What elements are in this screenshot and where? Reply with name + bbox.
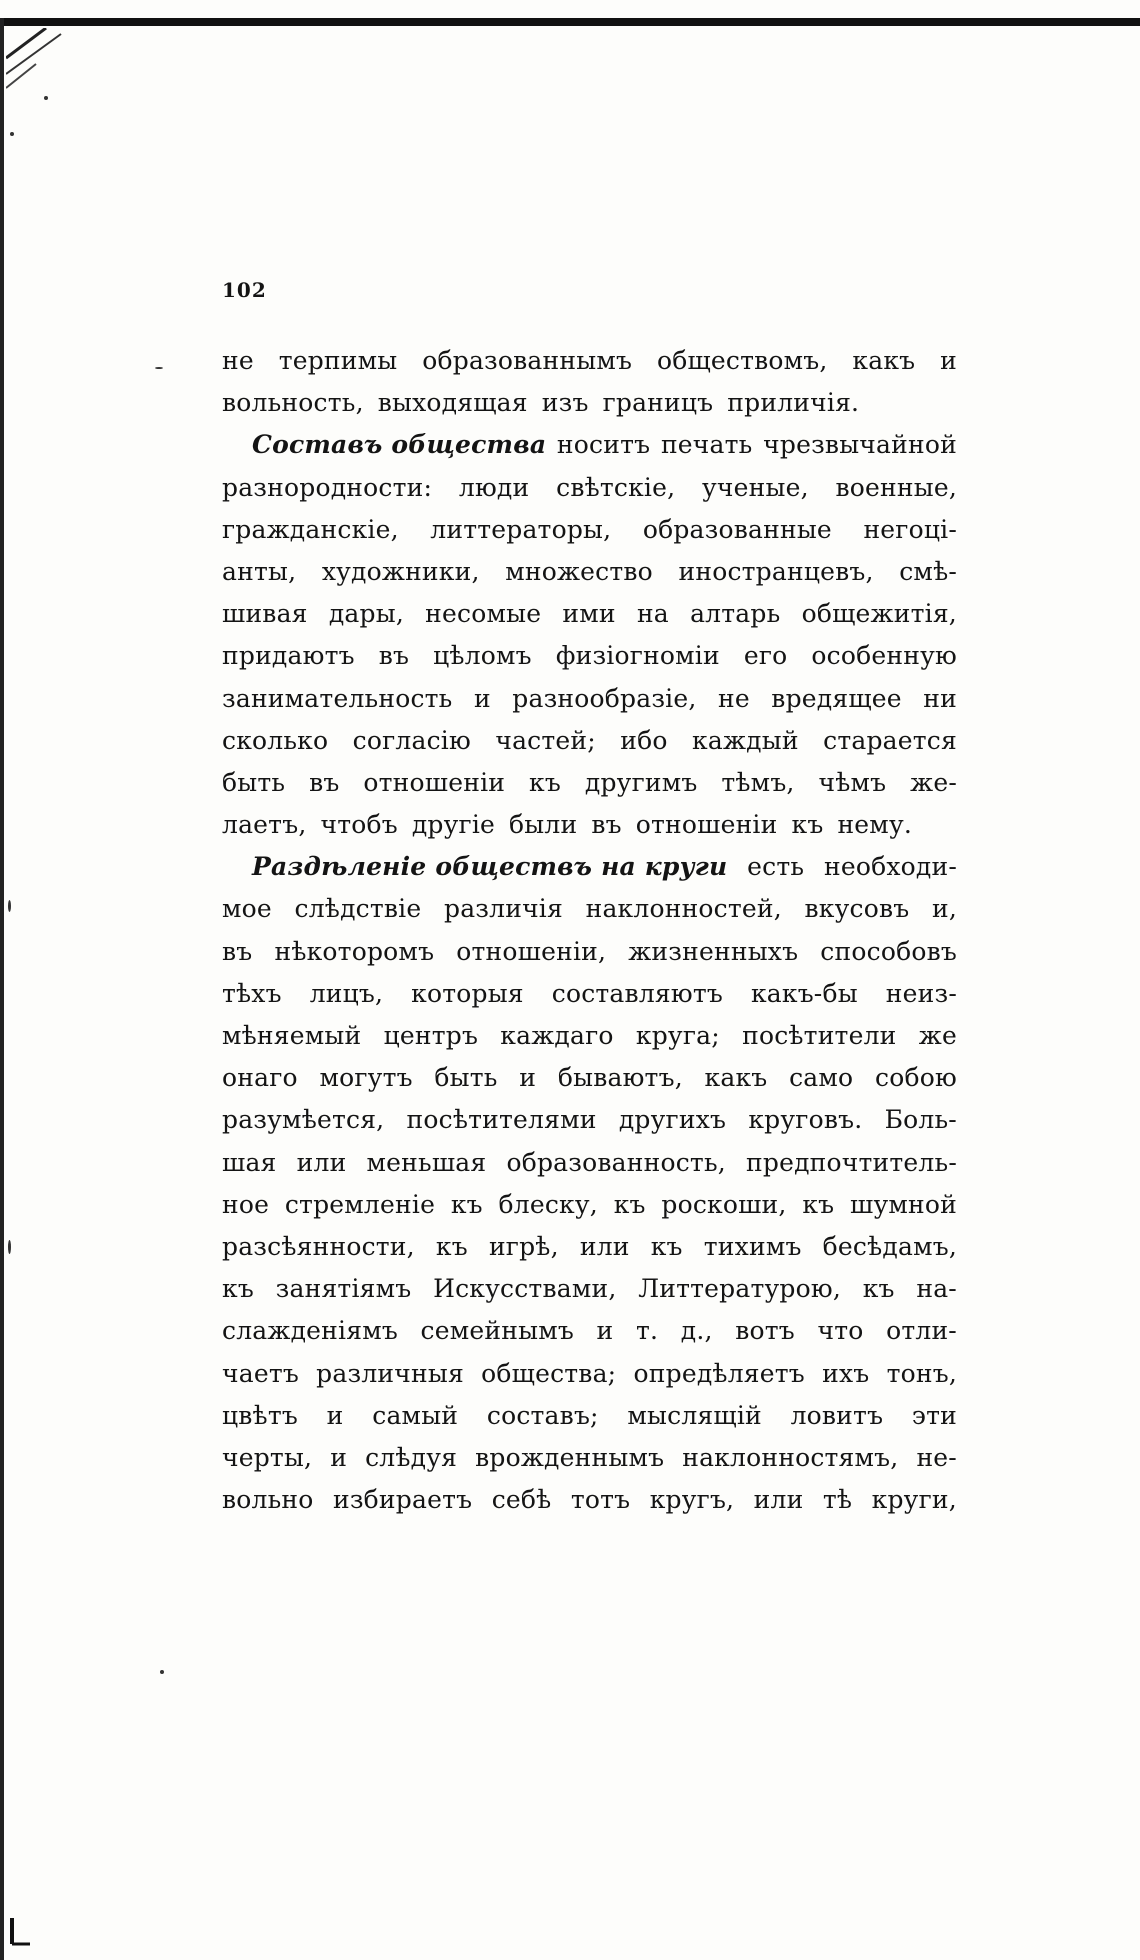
word: физіогноміи [555, 641, 720, 671]
word: художники, [321, 556, 480, 586]
word: способовъ [820, 936, 957, 966]
word: на- [916, 1274, 957, 1304]
word: ихъ [822, 1358, 870, 1388]
word: мѣняемый [222, 1021, 362, 1050]
word: или [296, 1147, 347, 1177]
word: его [743, 641, 788, 671]
text-line [222, 888, 957, 930]
word: множество [505, 556, 653, 586]
word: тонъ, [886, 1358, 957, 1388]
word: бываютъ, [557, 1063, 683, 1093]
word: особенную [811, 641, 957, 671]
word: различныя [316, 1358, 464, 1388]
word: не- [916, 1442, 957, 1472]
word: тѣхъ [222, 978, 282, 1008]
word: ими [562, 599, 616, 629]
word: другіе [411, 810, 496, 840]
word: мое [222, 894, 272, 924]
word: изъ [541, 388, 589, 418]
word: въ [309, 767, 340, 797]
word: чаетъ [222, 1358, 299, 1388]
word: тотъ [570, 1485, 631, 1515]
word: не [717, 683, 750, 713]
word: есть [747, 852, 805, 882]
word: быть [222, 767, 286, 797]
scan-border-left [0, 18, 4, 1960]
word: къ [435, 1231, 468, 1261]
word: центръ [383, 1021, 479, 1050]
word: онаго [222, 1063, 298, 1093]
word: разумѣется, [222, 1105, 385, 1135]
word: границъ [602, 388, 714, 418]
text-line [222, 973, 957, 1015]
scan-speck [10, 132, 14, 136]
word: блеску, [498, 1189, 598, 1219]
word: жизненныхъ [628, 936, 799, 966]
word: образованные [642, 514, 832, 544]
word: бесѣдамъ, [822, 1231, 957, 1261]
word: несомые [425, 599, 542, 629]
word: наклонностямъ, [682, 1442, 899, 1472]
word: вкусовъ [804, 894, 910, 924]
word: выходящая [377, 388, 528, 418]
word: иностранцевъ, [678, 556, 874, 586]
word: анты, [222, 556, 297, 586]
text-line [222, 551, 957, 593]
text-line [222, 762, 957, 804]
word: стремленіе [284, 1189, 436, 1219]
text-line [222, 382, 957, 424]
text-line [222, 1437, 957, 1479]
word: къ [529, 767, 561, 797]
word: къ [222, 1274, 254, 1304]
word: въ [222, 936, 253, 966]
word: шая [222, 1147, 277, 1177]
text-line [222, 424, 957, 466]
word: различія [443, 894, 563, 924]
word: какъ-бы [750, 978, 858, 1008]
text-line [222, 1015, 957, 1057]
word: къ [650, 1231, 683, 1261]
text-line [222, 1479, 957, 1521]
scan-speck [8, 1240, 11, 1254]
word: смѣ- [899, 556, 957, 586]
word: какъ [852, 346, 916, 375]
text-line [222, 1184, 957, 1226]
word: чтобъ [320, 810, 398, 840]
body-text [222, 340, 957, 1521]
word: общества; [481, 1358, 617, 1388]
word: ни [923, 683, 957, 713]
word: къ [791, 810, 824, 840]
word: военные, [835, 472, 957, 502]
word: согласію [352, 725, 471, 755]
word: нѣкоторомъ [274, 936, 435, 966]
word: разсѣянности, [222, 1231, 415, 1261]
word: лицъ, [309, 978, 384, 1008]
word: и [473, 683, 491, 713]
word: тихимъ [703, 1231, 802, 1261]
word: круговъ. [748, 1105, 863, 1135]
word: къ [450, 1189, 483, 1219]
word: посѣтителями [406, 1105, 597, 1135]
word: вотъ [735, 1316, 795, 1346]
word: и [330, 1442, 348, 1472]
text-line [222, 1099, 957, 1141]
word: въ [378, 641, 410, 671]
word: образованность, [506, 1147, 726, 1177]
word: собою [875, 1063, 957, 1093]
word: слѣдствіе [294, 894, 422, 924]
word: необходи- [823, 852, 957, 882]
word: отли- [886, 1316, 957, 1346]
word: круги, [871, 1485, 957, 1515]
scan-speck [160, 1670, 164, 1674]
text-line [222, 593, 957, 635]
word: общежитія, [801, 599, 957, 629]
text-line [222, 467, 957, 509]
word: слажденіямъ [222, 1316, 398, 1346]
text-line [222, 1353, 957, 1395]
word: лаетъ, [222, 810, 307, 840]
word: цвѣтъ [222, 1400, 298, 1430]
scan-speck [155, 367, 163, 369]
word: могутъ [319, 1063, 413, 1093]
word: себѣ [491, 1485, 552, 1515]
word: частей; [495, 725, 596, 755]
word: были [509, 810, 578, 840]
word: занятіямъ [275, 1274, 412, 1304]
text-line [222, 340, 957, 382]
word: каждаго [500, 1021, 614, 1050]
scan-speck [8, 900, 11, 912]
word: ибо [620, 725, 668, 755]
word: ное [222, 1189, 270, 1219]
word: вредящее [771, 683, 902, 713]
word: самый [372, 1400, 459, 1430]
word: тѣ [822, 1485, 853, 1515]
word: чѣмъ [818, 767, 887, 797]
word: чрезвычайной [763, 430, 957, 460]
word: посѣтители [742, 1021, 897, 1050]
text-line [222, 1310, 957, 1352]
word: составляютъ [551, 978, 723, 1008]
word: меньшая [366, 1147, 487, 1177]
word: слѣдуя [365, 1442, 458, 1472]
word: мыслящій [627, 1400, 762, 1430]
word: придаютъ [222, 641, 355, 671]
word: приличія. [727, 388, 860, 418]
page-number: 102 [222, 278, 267, 302]
word: круга; [635, 1021, 720, 1050]
word: къ [802, 1189, 835, 1219]
word: Боль- [884, 1105, 957, 1135]
word: предпочтитель- [746, 1147, 957, 1177]
word: наклонностей, [585, 894, 782, 924]
word: игрѣ, [488, 1231, 559, 1261]
text-line [222, 635, 957, 677]
word: быть [434, 1063, 498, 1093]
word: свѣтскіе, [556, 472, 676, 502]
word: ловитъ [790, 1400, 884, 1430]
word: алтарь [690, 599, 781, 629]
word: роскоши, [661, 1189, 787, 1219]
word: старается [823, 725, 957, 755]
word: люди [458, 472, 530, 502]
word: носитъ [556, 430, 651, 460]
word: же- [910, 767, 957, 797]
scan-bottom-mark [8, 1918, 30, 1955]
word: семейнымъ [420, 1316, 574, 1346]
word: и, [931, 894, 957, 924]
word: на [636, 599, 669, 629]
word: нему. [837, 810, 912, 840]
word: цѣломъ [433, 641, 532, 671]
text-line [222, 509, 957, 551]
text-line [222, 1395, 957, 1437]
word: печать [660, 430, 753, 460]
word: врожденнымъ [475, 1442, 665, 1472]
text-line [222, 846, 957, 888]
word: отношеніи [363, 767, 506, 797]
word: шивая [222, 599, 308, 629]
word: или [579, 1231, 630, 1261]
word: отношеніи, [456, 936, 607, 966]
word: или [753, 1485, 804, 1515]
word: т. [636, 1316, 659, 1346]
text-line [222, 1057, 957, 1099]
word: дары, [328, 599, 404, 629]
word: которыя [411, 978, 524, 1008]
word: къ [862, 1274, 895, 1304]
word: тѣмъ, [721, 767, 795, 797]
word: что [817, 1316, 864, 1346]
word: обществомъ, [656, 346, 828, 375]
word: эти [911, 1400, 957, 1430]
word: негоці- [863, 514, 957, 544]
word: ученые, [702, 472, 809, 502]
word: Искусствами, [433, 1274, 617, 1304]
word: вольность, [222, 388, 364, 418]
word: отношеніи [635, 810, 778, 840]
word: Литтературою, [638, 1274, 841, 1304]
word: составъ; [486, 1400, 599, 1430]
word: сколько [222, 725, 329, 755]
text-line [222, 1226, 957, 1268]
word: не [222, 346, 254, 375]
italic-lead-phrase: Раздѣленіе обществъ на круги [252, 852, 728, 882]
scan-border-top [0, 18, 1140, 26]
word: черты, [222, 1442, 313, 1472]
word: избираетъ [332, 1485, 473, 1515]
word: д., [680, 1316, 713, 1346]
word: гражданскіе, [222, 514, 399, 544]
word: какъ [704, 1063, 768, 1093]
word: другимъ [584, 767, 698, 797]
word: вольно [222, 1485, 314, 1515]
word: кругъ, [649, 1485, 735, 1515]
word: неиз- [885, 978, 957, 1008]
word: и [940, 346, 957, 375]
word: и [596, 1316, 614, 1346]
text-line [222, 804, 957, 846]
word: же [918, 1021, 957, 1050]
text-line [222, 720, 957, 762]
scan-corner-mark [6, 28, 66, 98]
text-line [222, 678, 957, 720]
word: разнообразіе, [512, 683, 697, 713]
word: занимательность [222, 683, 453, 713]
word: образованнымъ [422, 346, 633, 375]
word: къ [613, 1189, 646, 1219]
text-line [222, 931, 957, 973]
word: опредѣляетъ [633, 1358, 805, 1388]
text-line [222, 1142, 957, 1184]
scan-speck [44, 96, 48, 100]
word: само [789, 1063, 854, 1093]
word: разнородности: [222, 472, 433, 502]
word: и [326, 1400, 344, 1430]
word: литтераторы, [430, 514, 612, 544]
italic-lead-phrase: Составъ общества [252, 430, 547, 460]
word: другихъ [618, 1105, 727, 1135]
word: и [519, 1063, 537, 1093]
word: въ [591, 810, 622, 840]
text-line [222, 1268, 957, 1310]
word: терпимы [278, 346, 398, 375]
word: шумной [850, 1189, 957, 1219]
word: каждый [692, 725, 799, 755]
